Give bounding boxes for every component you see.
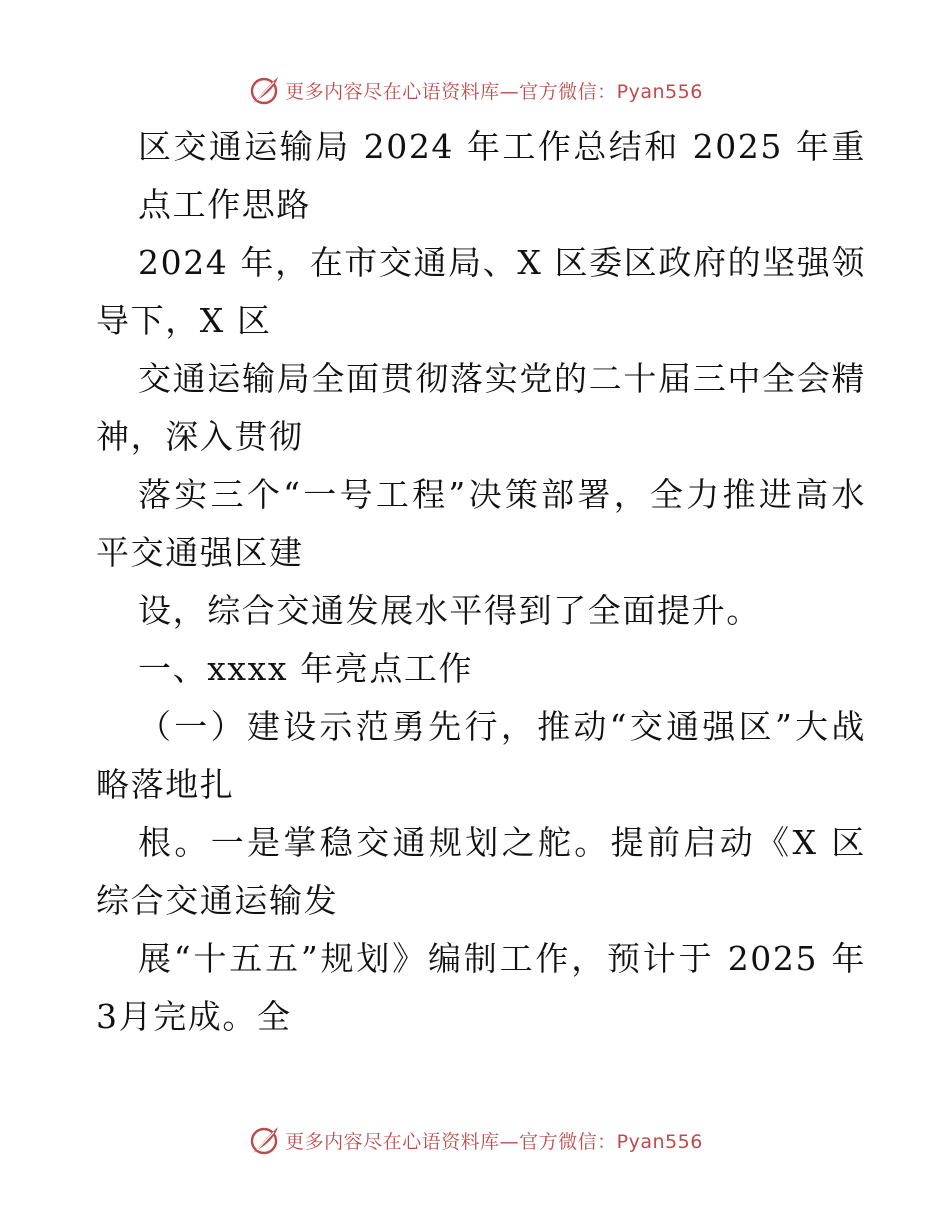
paragraph: 交通运输局全面贯彻落实党的二十届三中全会精神，深入贯彻	[96, 359, 866, 456]
watermark-text: 更多内容尽在心语资料库—官方微信：Pyan556	[285, 1130, 703, 1153]
document-body	[96, 118, 866, 1046]
paragraph: 设，综合交通发展水平得到了全面提升。	[138, 591, 761, 630]
watermark-text: 更多内容尽在心语资料库—官方微信：Pyan556	[285, 80, 703, 103]
watermark-footer	[0, 1120, 950, 1160]
document-title: 区交通运输局 2024 年工作总结和 2025 年重点工作思路	[138, 127, 866, 224]
feather-circle-logo-icon	[247, 1123, 281, 1157]
paragraph: 2024 年，在市交通局、X 区委区政府的坚强领导下，X 区	[96, 243, 866, 340]
paragraph: （一）建设示范勇先行，推动“交通强区”大战略落地扎	[96, 707, 866, 804]
feather-circle-logo-icon	[247, 73, 281, 107]
paragraph: 展“十五五”规划》编制工作，预计于 2025 年 3月完成。全	[96, 939, 866, 1036]
paragraph: 落实三个“一号工程”决策部署，全力推进高水平交通强区建	[96, 475, 866, 572]
watermark-header	[0, 70, 950, 110]
section-heading: 一、xxxx 年亮点工作	[138, 649, 474, 688]
paragraph: 根。一是掌稳交通规划之舵。提前启动《X 区综合交通运输发	[96, 823, 866, 920]
